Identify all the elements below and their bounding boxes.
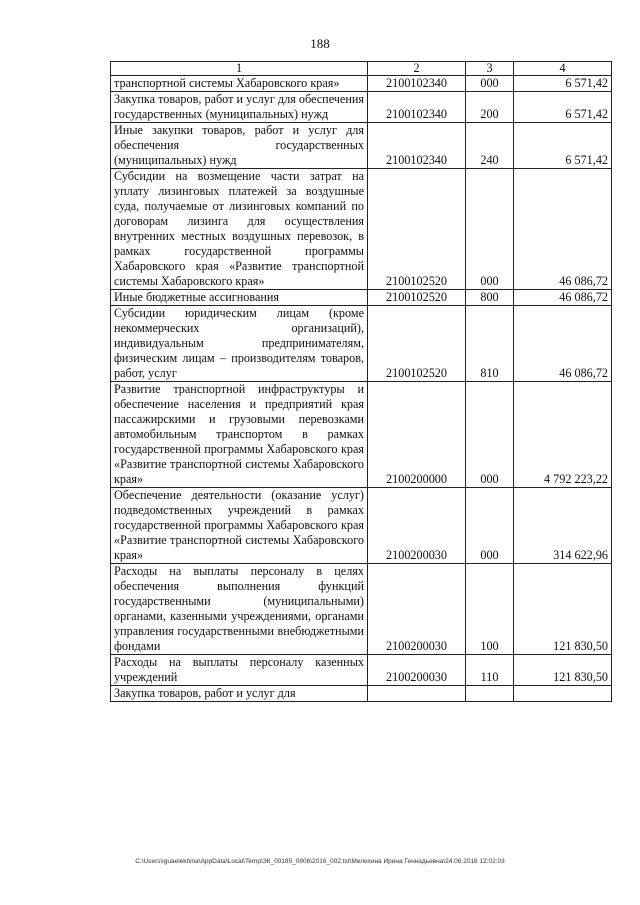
row-amount: 121 830,50	[514, 564, 612, 655]
row-amount: 4 792 223,22	[514, 382, 612, 488]
row-name: Закупка товаров, работ и услуг для	[111, 686, 368, 702]
row-name: Иные бюджетные ассигнования	[111, 290, 368, 306]
row-amount: 46 086,72	[514, 290, 612, 306]
table-row	[111, 686, 612, 702]
row-name: Расходы на выплаты персоналу казенных учреждений	[111, 655, 368, 686]
page-number: 188	[310, 36, 330, 51]
row-type: 800	[466, 290, 514, 306]
row-amount: 6 571,42	[514, 76, 612, 92]
column-header-4: 4	[514, 62, 612, 76]
row-code: 2100102340	[368, 123, 466, 169]
table-row	[111, 76, 612, 92]
row-code: 2100102340	[368, 76, 466, 92]
row-type: 000	[466, 488, 514, 564]
row-name: Обеспечение деятельности (оказание услуг) подведомственных учреждений в рамках государственной программы Хабаровского края «Развитие транспортной системы Хабаровского края»	[111, 488, 368, 564]
row-type: 200	[466, 92, 514, 123]
table-row	[111, 123, 612, 169]
row-name: транспортной системы Хабаровского края»	[111, 76, 368, 92]
row-type: 810	[466, 306, 514, 382]
row-type: 000	[466, 76, 514, 92]
column-header-2: 2	[368, 62, 466, 76]
row-type	[466, 686, 514, 702]
row-code: 2100102520	[368, 169, 466, 290]
table-row	[111, 488, 612, 564]
row-name: Закупка товаров, работ и услуг для обеспечения государственных (муниципальных) нужд	[111, 92, 368, 123]
row-name: Иные закупки товаров, работ и услуг для обеспечения государственных (муниципальных) нужд	[111, 123, 368, 169]
row-name: Развитие транспортной инфраструктуры и обеспечение населения и предприятий края пассажирскими и грузовыми перевозками автомобильным транспортом в рамках государственной программы Хабаровского края «Развитие транспортной системы Хабаровского края»	[111, 382, 368, 488]
file-path-footer: C:\Users\iguaelekhina\AppData\Local\Temp\ЗК_00185_0906\2016_002.txt\Мелехина Ирина Геннадьевна\24.06.2016 12:02:03	[135, 858, 505, 865]
row-code: 2100102520	[368, 306, 466, 382]
row-amount: 6 571,42	[514, 92, 612, 123]
row-amount	[514, 686, 612, 702]
column-header-1: 1	[111, 62, 368, 76]
table-row	[111, 306, 612, 382]
table-row	[111, 382, 612, 488]
row-code: 2100200000	[368, 382, 466, 488]
row-code: 2100200030	[368, 564, 466, 655]
row-code	[368, 686, 466, 702]
row-amount: 314 622,96	[514, 488, 612, 564]
table-row	[111, 655, 612, 686]
row-type: 000	[466, 382, 514, 488]
row-name: Субсидии юридическим лицам (кроме некоммерческих организаций), индивидуальным предпринимателям, физическим лицам – производителям товаров, работ, услуг	[111, 306, 368, 382]
table-row	[111, 92, 612, 123]
table-row	[111, 564, 612, 655]
row-type: 000	[466, 169, 514, 290]
row-type: 110	[466, 655, 514, 686]
row-name: Расходы на выплаты персоналу в целях обеспечения выполнения функций государственными (муниципальными) органами, казенными учреждениями, органами управления государственными внебюджетными фондами	[111, 564, 368, 655]
table-row	[111, 169, 612, 290]
row-code: 2100102340	[368, 92, 466, 123]
row-amount: 46 086,72	[514, 306, 612, 382]
table-row	[111, 290, 612, 306]
row-type: 100	[466, 564, 514, 655]
row-code: 2100200030	[368, 655, 466, 686]
row-amount: 121 830,50	[514, 655, 612, 686]
row-amount: 6 571,42	[514, 123, 612, 169]
table-header-row	[111, 62, 612, 76]
budget-table	[110, 61, 612, 702]
row-amount: 46 086,72	[514, 169, 612, 290]
column-header-3: 3	[466, 62, 514, 76]
row-code: 2100102520	[368, 290, 466, 306]
row-name: Субсидии на возмещение части затрат на уплату лизинговых платежей за воздушные суда, получаемые от лизинговых компаний по договорам лизинга для осуществления внутренних местных воздушных перевозок, в рамках государственной программы Хабаровского края «Развитие транспортной системы Хабаровского края»	[111, 169, 368, 290]
row-code: 2100200030	[368, 488, 466, 564]
row-type: 240	[466, 123, 514, 169]
